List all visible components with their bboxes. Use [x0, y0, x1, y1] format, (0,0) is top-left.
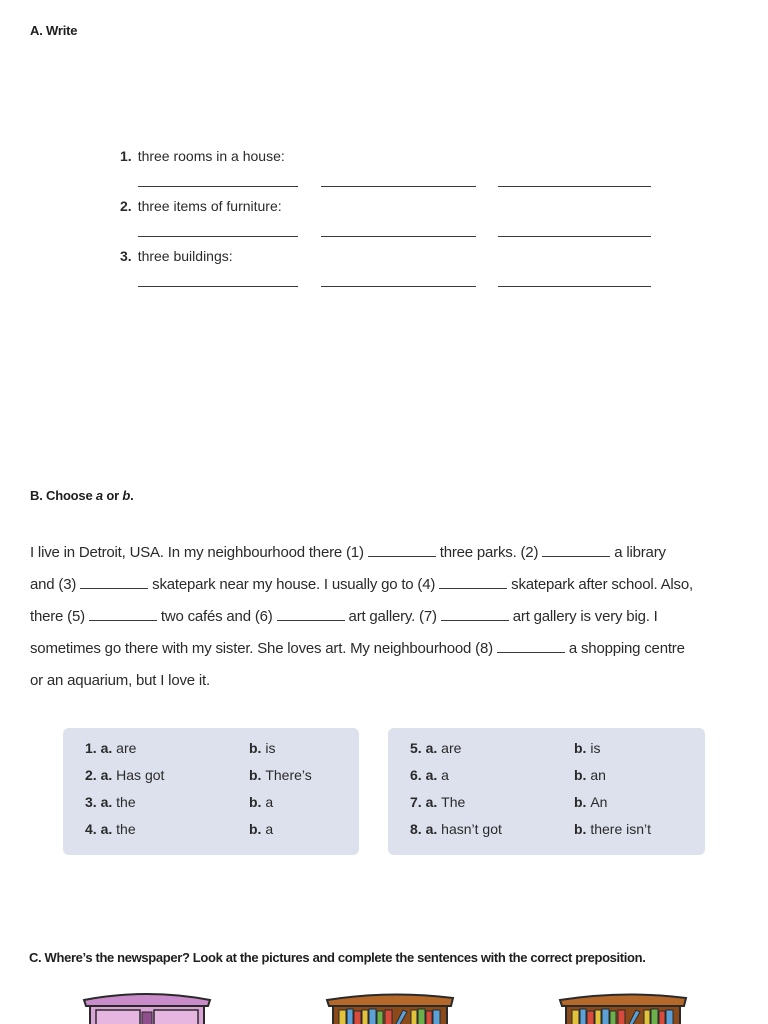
option-b[interactable]	[574, 740, 600, 756]
paragraph-text: or an aquarium, but I love it.	[30, 672, 210, 689]
option-row-8	[410, 821, 652, 837]
option-row-1	[85, 740, 276, 756]
option-a-text[interactable]: a	[441, 767, 449, 783]
option-b-text: is	[590, 740, 601, 756]
paragraph-text: art gallery is very big. I	[512, 608, 658, 625]
paragraph-text: there (5)	[30, 608, 85, 625]
item-number: 3.	[120, 248, 132, 264]
heading-option-a: a	[95, 488, 103, 503]
option-b[interactable]	[249, 740, 275, 756]
answer-line[interactable]	[138, 186, 298, 187]
section-a-heading: A. Write	[30, 23, 78, 38]
option-a-label: a.	[425, 794, 438, 810]
option-number: 5.	[410, 740, 422, 756]
option-b-label: b.	[574, 794, 587, 810]
options-box-left	[63, 728, 359, 855]
option-b-label: b.	[249, 767, 262, 783]
option-b-label: b.	[249, 794, 262, 810]
gap-blank-2[interactable]	[542, 544, 610, 557]
option-number: 2.	[85, 767, 97, 783]
gap-blank-3[interactable]	[80, 576, 148, 589]
option-b-label: b.	[249, 821, 262, 837]
gap-blank-4[interactable]	[439, 576, 507, 589]
option-a-label: a.	[100, 740, 113, 756]
section-c-heading: C. Where’s the newspaper? Look at the pictures and complete the sentences with the correct preposition.	[29, 950, 646, 965]
gap-blank-7[interactable]	[441, 608, 509, 621]
answer-line[interactable]	[138, 236, 298, 237]
wardrobe-picture	[80, 992, 214, 1024]
answer-line[interactable]	[321, 286, 476, 287]
section-a-item-1	[120, 148, 285, 164]
option-a-label: a.	[100, 821, 113, 837]
paragraph-line-5	[30, 672, 210, 689]
option-b[interactable]	[574, 767, 606, 783]
item-number: 2.	[120, 198, 132, 214]
option-b-text: There’s	[265, 767, 312, 783]
option-row-6	[410, 767, 606, 783]
paragraph-line-1	[30, 544, 666, 561]
option-a-label: a.	[100, 767, 113, 783]
option-a-label: a.	[425, 740, 438, 756]
paragraph-line-2	[30, 576, 693, 593]
heading-option-b: b	[122, 488, 131, 503]
option-b-label: b.	[249, 740, 262, 756]
paragraph-text: and (3)	[30, 576, 77, 593]
option-b-text: a	[265, 794, 274, 810]
option-a-text[interactable]: are	[116, 740, 137, 756]
gap-blank-5[interactable]	[89, 608, 157, 621]
option-number: 1.	[85, 740, 97, 756]
heading-text: .	[130, 488, 134, 503]
heading-text: B. Choose	[30, 488, 96, 503]
paragraph-text: three parks. (2)	[439, 544, 539, 561]
answer-line[interactable]	[321, 236, 476, 237]
section-b-heading	[30, 488, 134, 503]
option-b-text: a	[265, 821, 274, 837]
option-b-label: b.	[574, 767, 587, 783]
option-b-text: An	[590, 794, 608, 810]
option-a-text[interactable]: the	[116, 821, 136, 837]
bookcase-picture	[325, 992, 455, 1024]
option-a-text[interactable]: are	[441, 740, 462, 756]
option-row-3	[85, 794, 274, 810]
option-number: 7.	[410, 794, 422, 810]
item-number: 1.	[120, 148, 132, 164]
heading-text: or	[102, 488, 123, 503]
paragraph-line-4	[30, 640, 685, 657]
option-b[interactable]	[249, 794, 273, 810]
option-b-text: an	[590, 767, 606, 783]
option-row-7	[410, 794, 608, 810]
answer-line[interactable]	[498, 186, 651, 187]
gap-blank-1[interactable]	[368, 544, 436, 557]
paragraph-line-3	[30, 608, 658, 625]
gap-blank-8[interactable]	[497, 640, 565, 653]
item-text: three items of furniture:	[137, 198, 282, 214]
option-b[interactable]	[249, 821, 273, 837]
option-row-2	[85, 767, 312, 783]
option-number: 6.	[410, 767, 422, 783]
answer-line[interactable]	[498, 236, 651, 237]
option-a-label: a.	[425, 767, 438, 783]
option-b-label: b.	[574, 821, 587, 837]
gap-blank-6[interactable]	[277, 608, 345, 621]
answer-line[interactable]	[321, 186, 476, 187]
paragraph-text: sometimes go there with my sister. She loves art. My neighbourhood (8)	[30, 640, 493, 657]
answer-line[interactable]	[498, 286, 651, 287]
option-b[interactable]	[574, 794, 607, 810]
option-a-text[interactable]: Has got	[116, 767, 165, 783]
options-box-right	[388, 728, 705, 855]
option-number: 3.	[85, 794, 97, 810]
answer-line[interactable]	[138, 286, 298, 287]
item-text: three rooms in a house:	[137, 148, 285, 164]
option-row-5	[410, 740, 601, 756]
option-b[interactable]	[249, 767, 312, 783]
paragraph-text: skatepark after school. Also,	[511, 576, 693, 593]
paragraph-text: art gallery. (7)	[348, 608, 437, 625]
option-b-label: b.	[574, 740, 587, 756]
option-a-label: a.	[100, 794, 113, 810]
bookcase-picture	[558, 992, 688, 1024]
option-b-text: is	[265, 740, 276, 756]
paragraph-text: skatepark near my house. I usually go to (4)	[152, 576, 436, 593]
paragraph-text: a library	[614, 544, 666, 561]
section-a-item-3	[120, 248, 233, 264]
option-a-text[interactable]: the	[116, 794, 136, 810]
option-a-text[interactable]: The	[441, 794, 466, 810]
paragraph-text: two cafés and (6)	[160, 608, 273, 625]
option-a-text[interactable]: hasn’t got	[441, 821, 502, 837]
option-number: 8.	[410, 821, 422, 837]
option-number: 4.	[85, 821, 97, 837]
option-b[interactable]	[574, 821, 651, 837]
section-a-item-2	[120, 198, 282, 214]
option-row-4	[85, 821, 274, 837]
paragraph-text: I live in Detroit, USA. In my neighbourhood there (1)	[30, 544, 364, 561]
paragraph-text: a shopping centre	[568, 640, 685, 657]
item-text: three buildings:	[137, 248, 233, 264]
option-b-text: there isn’t	[590, 821, 652, 837]
option-a-label: a.	[425, 821, 438, 837]
